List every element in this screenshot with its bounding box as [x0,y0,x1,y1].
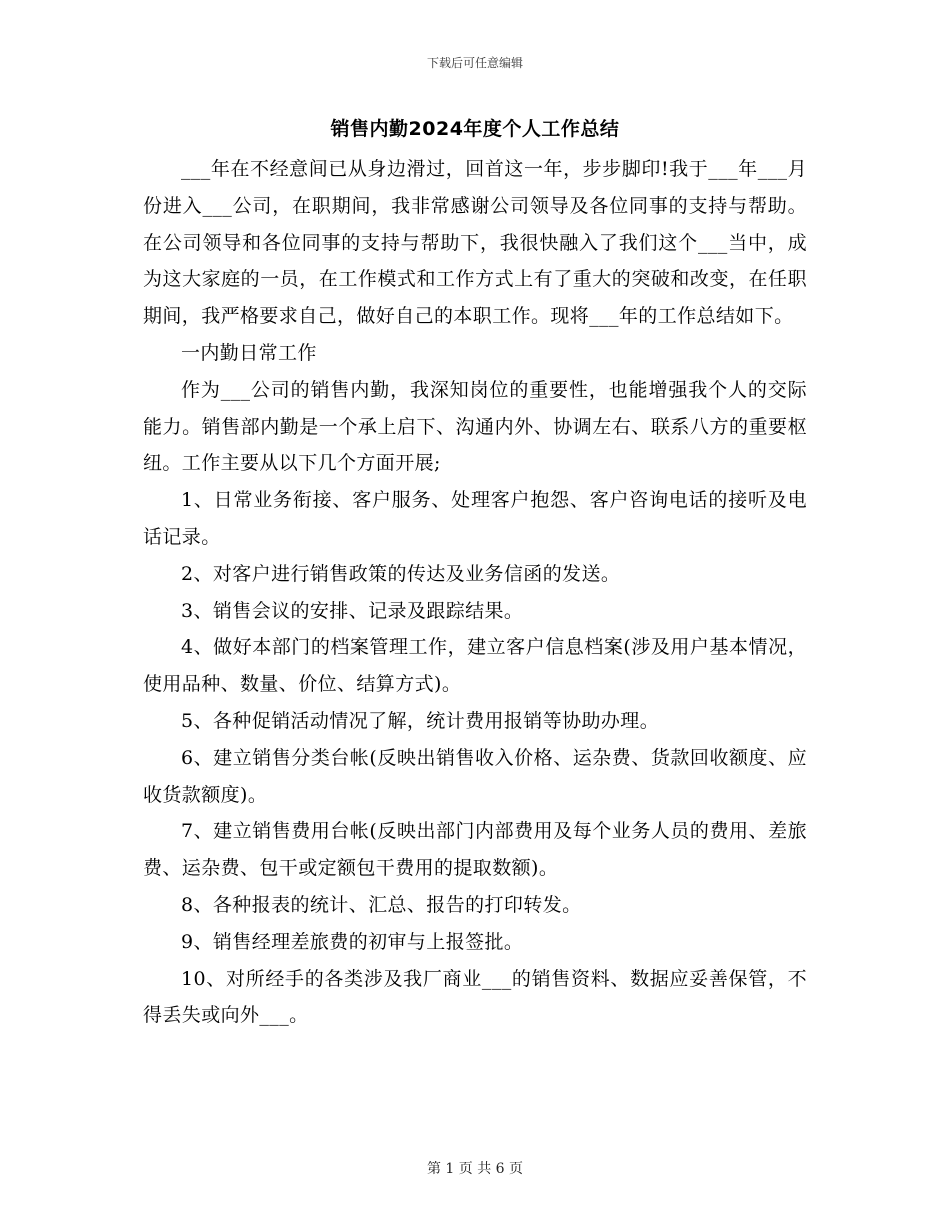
list-item-9: 9、销售经理差旅费的初审与上报签批。 [181,930,524,953]
list-item-7: 7、建立销售费用台帐(反映出部门内部费用及每个业务人员的费用、差旅费、运杂费、包干或定额包干费用的提取数额)。 [143,820,807,880]
list-item-8: 8、各种报表的统计、汇总、报告的打印转发。 [181,893,582,916]
paragraph-role: 作为___公司的销售内勤，我深知岗位的重要性，也能增强我个人的交际能力。销售部内勤是一个承上启下、沟通内外、协调左右、联系八方的重要枢纽。工作主要从以下几个方面开展; [143,378,807,475]
document-title: 销售内勤2024年度个人工作总结 [330,118,620,140]
header-note: 下载后可任意编辑 [426,56,523,70]
document-body [143,151,807,1034]
paragraph-intro: ___年在不经意间已从身边滑过，回首这一年，步步脚印!我于___年___月份进入___公司，在职期间，我非常感谢公司领导及各位同事的支持与帮助。在公司领导和各位同事的支持与帮助下，我很快融入了我们这个___当中，成为这大家庭的一员，在工作模式和工作方式上有了重大的突破和改变，在任职期间，我严格要求自己，做好自己的本职工作。现将___年的工作总结如下。 [143,158,807,328]
list-item-3: 3、销售会议的安排、记录及跟踪结果。 [181,599,524,622]
list-item-2: 2、对客户进行销售政策的传达及业务信函的发送。 [181,562,621,585]
list-item-4: 4、做好本部门的档案管理工作，建立客户信息档案(涉及用户基本情况，使用品种、数量、价位、结算方式)。 [143,636,807,696]
list-item-1: 1、日常业务衔接、客户服务、处理客户抱怨、客户咨询电话的接听及电话记录。 [143,489,807,548]
list-item-10: 10、对所经手的各类涉及我厂商业___的销售资料、数据应妥善保管，不得丢失或向外___。 [143,967,807,1027]
list-item-6: 6、建立销售分类台帐(反映出销售收入价格、运杂费、货款回收额度、应收货款额度)。 [143,746,807,806]
list-item-5: 5、各种促销活动情况了解，统计费用报销等协助办理。 [181,709,660,732]
section-heading-daily-work: 一内勤日常工作 [181,341,317,364]
page-footer: 第 1 页 共 6 页 [426,1161,524,1177]
